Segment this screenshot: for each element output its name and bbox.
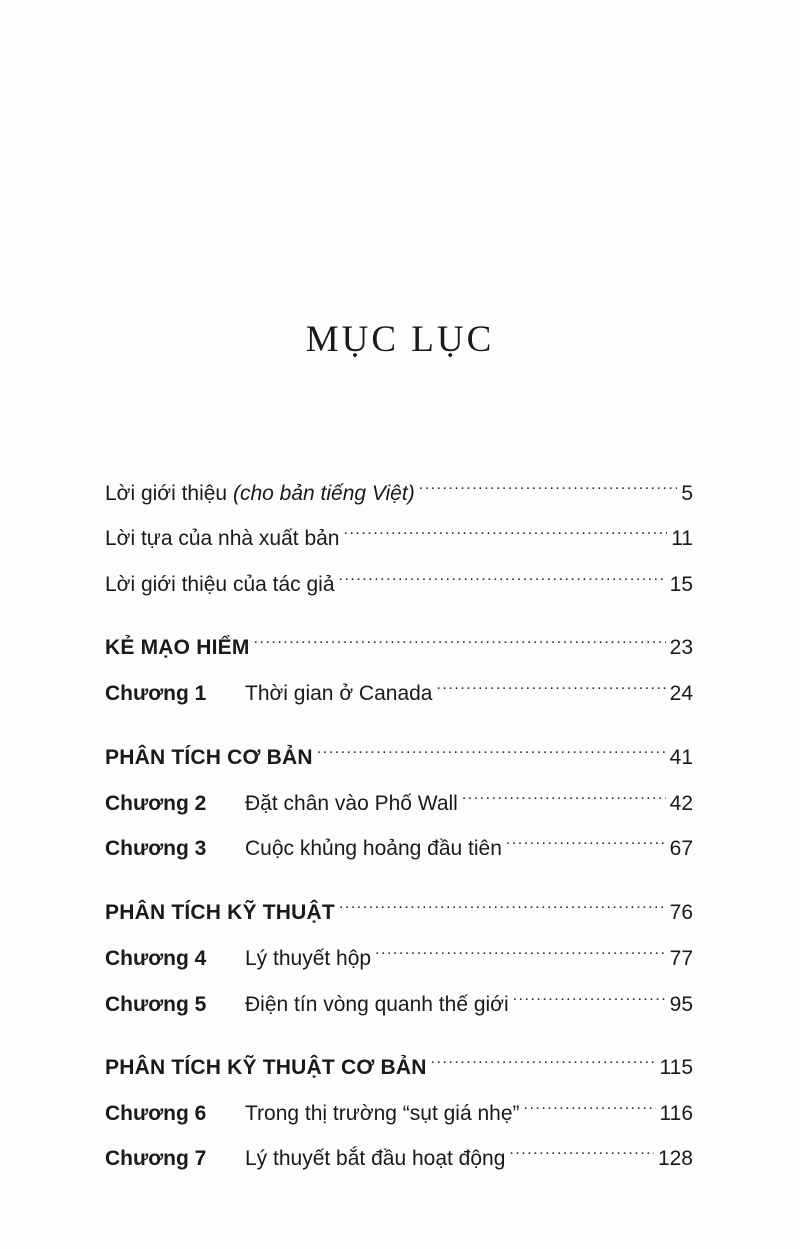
dot-leader (254, 624, 666, 654)
toc-chapter-label: Chương 1 (105, 682, 207, 705)
dot-leader (375, 935, 666, 965)
toc-chapter-title: Lý thuyết bắt đầu hoạt động (245, 1147, 506, 1170)
dot-leader (339, 561, 666, 591)
toc-chapter-6[interactable] (105, 1090, 693, 1125)
toc-chapter-title: Thời gian ở Canada (245, 682, 433, 705)
toc-chapter-label: Chương 6 (105, 1102, 207, 1125)
toc-part-title: PHÂN TÍCH CƠ BẢN (105, 746, 313, 769)
toc-chapter-title: Cuộc khủng hoảng đầu tiên (245, 837, 502, 860)
toc-part-3[interactable] (105, 889, 693, 924)
toc-chapter-4[interactable] (105, 935, 693, 970)
toc-page-number: 11 (671, 527, 693, 550)
dot-leader (317, 734, 666, 764)
toc-entry-label: Lời giới thiệu (cho bản tiếng Việt) (105, 482, 415, 505)
toc-page-number: 95 (669, 993, 693, 1016)
toc-part-title: KẺ MẠO HIỂM (105, 636, 250, 659)
dot-leader (344, 515, 668, 545)
dot-leader (506, 825, 666, 855)
toc-entry-author-introduction[interactable] (105, 561, 693, 596)
toc-chapter-1[interactable] (105, 670, 693, 705)
toc-part-1[interactable] (105, 624, 693, 659)
toc-chapter-title: Lý thuyết hộp (245, 947, 372, 970)
toc-page-number: 115 (659, 1056, 693, 1079)
toc-page-number: 77 (669, 947, 693, 970)
toc-part-4[interactable] (105, 1044, 693, 1079)
toc-part-title: PHÂN TÍCH KỸ THUẬT CƠ BẢN (105, 1056, 427, 1079)
toc-page-number: 42 (669, 792, 693, 815)
toc-page-number: 15 (669, 573, 693, 596)
toc-chapter-label: Chương 4 (105, 947, 207, 970)
toc-part-title: PHÂN TÍCH KỸ THUẬT (105, 901, 335, 924)
dot-leader (419, 470, 678, 500)
toc-page-number: 24 (669, 682, 693, 705)
dot-leader (436, 670, 665, 700)
toc-chapter-title: Điện tín vòng quanh thế giới (245, 993, 509, 1016)
toc-page-number: 76 (669, 901, 693, 924)
dot-leader (509, 1135, 654, 1165)
dot-leader (513, 981, 666, 1011)
toc-chapter-label: Chương 2 (105, 792, 207, 815)
toc-page-number: 116 (659, 1102, 693, 1125)
toc-entry-label: Lời tựa của nhà xuất bản (105, 527, 340, 550)
toc-chapter-label: Chương 5 (105, 993, 207, 1016)
dot-leader (524, 1090, 656, 1120)
toc-chapter-label: Chương 3 (105, 837, 207, 860)
dot-leader (339, 889, 666, 919)
toc-chapter-7[interactable] (105, 1135, 693, 1170)
toc-entry-preface-vietnamese[interactable] (105, 470, 693, 505)
toc-entry-label: Lời giới thiệu của tác giả (105, 573, 335, 596)
toc-page-number: 41 (669, 746, 693, 769)
toc-chapter-5[interactable] (105, 981, 693, 1016)
toc-chapter-3[interactable] (105, 825, 693, 860)
toc-entry-publisher-foreword[interactable] (105, 515, 693, 550)
toc-part-2[interactable] (105, 734, 693, 769)
toc-chapter-label: Chương 7 (105, 1147, 207, 1170)
dot-leader (431, 1044, 656, 1074)
toc-chapter-2[interactable] (105, 780, 693, 815)
dot-leader (462, 780, 666, 810)
toc-page-number: 128 (657, 1147, 693, 1170)
toc-page-number: 5 (681, 482, 693, 505)
toc-chapter-title: Đặt chân vào Phố Wall (245, 792, 458, 815)
page-title: MỤC LỤC (305, 319, 495, 360)
toc-page-number: 67 (669, 837, 693, 860)
toc-chapter-title: Trong thị trường “sụt giá nhẹ” (245, 1102, 520, 1125)
toc-page-number: 23 (669, 636, 693, 659)
